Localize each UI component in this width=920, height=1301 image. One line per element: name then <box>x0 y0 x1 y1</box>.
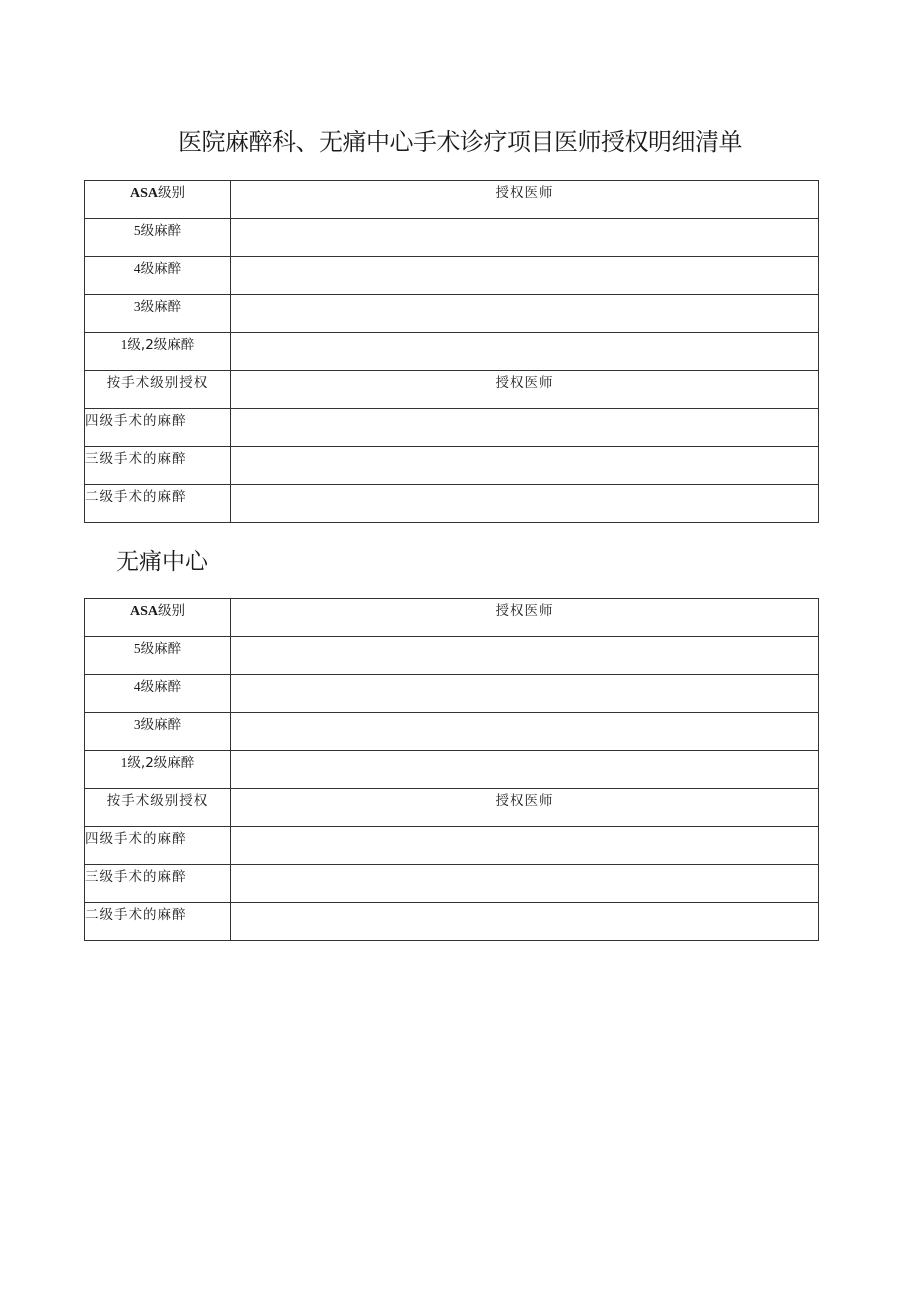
asa-level-number: 5 <box>133 641 141 656</box>
surgery-row <box>85 485 819 523</box>
asa-level-cell <box>85 219 231 257</box>
asa-level-label: 级麻醉 <box>140 641 182 657</box>
surgery-row <box>85 865 819 903</box>
document-title: 医院麻醉科、无痛中心手术诊疗项目医师授权明细清单 <box>178 128 742 156</box>
anesthesia-authorization-table <box>84 180 819 523</box>
asa-header-row <box>85 599 819 637</box>
asa-level-header <box>85 181 231 219</box>
authorized-doctor-cell[interactable] <box>231 675 819 713</box>
authorized-doctor-header: 授权医师 <box>231 789 819 827</box>
asa-level-cell <box>85 713 231 751</box>
surgery-row <box>85 827 819 865</box>
asa-label: ASA <box>129 186 158 201</box>
authorized-doctor-header: 授权医师 <box>231 371 819 409</box>
authorized-doctor-cell[interactable] <box>231 637 819 675</box>
authorized-doctor-cell[interactable] <box>231 333 819 371</box>
asa-level-label: 级麻醉 <box>140 299 182 315</box>
asa-level-label: 级,2级麻醉 <box>127 755 195 771</box>
authorized-doctor-cell[interactable] <box>231 295 819 333</box>
asa-level-cell <box>85 257 231 295</box>
asa-level-cell <box>85 637 231 675</box>
asa-row <box>85 751 819 789</box>
surgery-level-header: 按手术级别授权 <box>85 789 231 827</box>
authorized-doctor-header: 授权医师 <box>231 181 819 219</box>
asa-level-cell <box>85 675 231 713</box>
authorized-doctor-cell[interactable] <box>231 257 819 295</box>
surgery-level-cell: 四级手术的麻醉 <box>85 827 231 865</box>
asa-level-label: 级麻醉 <box>140 717 182 733</box>
asa-level-number: 1 <box>120 755 128 770</box>
asa-level-label: 级麻醉 <box>140 679 182 695</box>
asa-level-number: 1 <box>120 337 128 352</box>
surgery-row <box>85 447 819 485</box>
asa-level-header <box>85 599 231 637</box>
authorized-doctor-header: 授权医师 <box>231 599 819 637</box>
asa-row <box>85 637 819 675</box>
asa-row <box>85 295 819 333</box>
asa-label: ASA <box>129 604 158 619</box>
authorized-doctor-cell[interactable] <box>231 713 819 751</box>
asa-header-row <box>85 181 819 219</box>
level-label: 级别 <box>158 603 185 619</box>
asa-level-number: 4 <box>133 679 141 694</box>
asa-level-label: 级麻醉 <box>140 261 182 277</box>
authorized-doctor-cell[interactable] <box>231 903 819 941</box>
surgery-level-cell: 四级手术的麻醉 <box>85 409 231 447</box>
authorized-doctor-cell[interactable] <box>231 219 819 257</box>
asa-level-number: 4 <box>133 261 141 276</box>
authorized-doctor-cell[interactable] <box>231 751 819 789</box>
surgery-level-cell: 三级手术的麻醉 <box>85 447 231 485</box>
asa-level-label: 级麻醉 <box>140 223 182 239</box>
asa-level-cell <box>85 333 231 371</box>
painless-center-authorization-table <box>84 598 819 941</box>
asa-level-number: 3 <box>133 717 141 732</box>
asa-level-label: 级,2级麻醉 <box>127 337 195 353</box>
surgery-level-cell: 二级手术的麻醉 <box>85 485 231 523</box>
section-title: 无痛中心 <box>116 549 208 575</box>
authorized-doctor-cell[interactable] <box>231 485 819 523</box>
asa-row <box>85 713 819 751</box>
asa-level-number: 5 <box>133 223 141 238</box>
asa-level-number: 3 <box>133 299 141 314</box>
surgery-header-row <box>85 371 819 409</box>
authorized-doctor-cell[interactable] <box>231 865 819 903</box>
asa-row <box>85 257 819 295</box>
surgery-row <box>85 903 819 941</box>
surgery-level-cell: 二级手术的麻醉 <box>85 903 231 941</box>
authorized-doctor-cell[interactable] <box>231 447 819 485</box>
authorized-doctor-cell[interactable] <box>231 827 819 865</box>
asa-level-cell <box>85 751 231 789</box>
surgery-level-cell: 三级手术的麻醉 <box>85 865 231 903</box>
level-label: 级别 <box>158 185 185 201</box>
surgery-row <box>85 409 819 447</box>
asa-row <box>85 675 819 713</box>
authorized-doctor-cell[interactable] <box>231 409 819 447</box>
asa-row <box>85 219 819 257</box>
asa-level-cell <box>85 295 231 333</box>
surgery-header-row <box>85 789 819 827</box>
surgery-level-header: 按手术级别授权 <box>85 371 231 409</box>
asa-row <box>85 333 819 371</box>
